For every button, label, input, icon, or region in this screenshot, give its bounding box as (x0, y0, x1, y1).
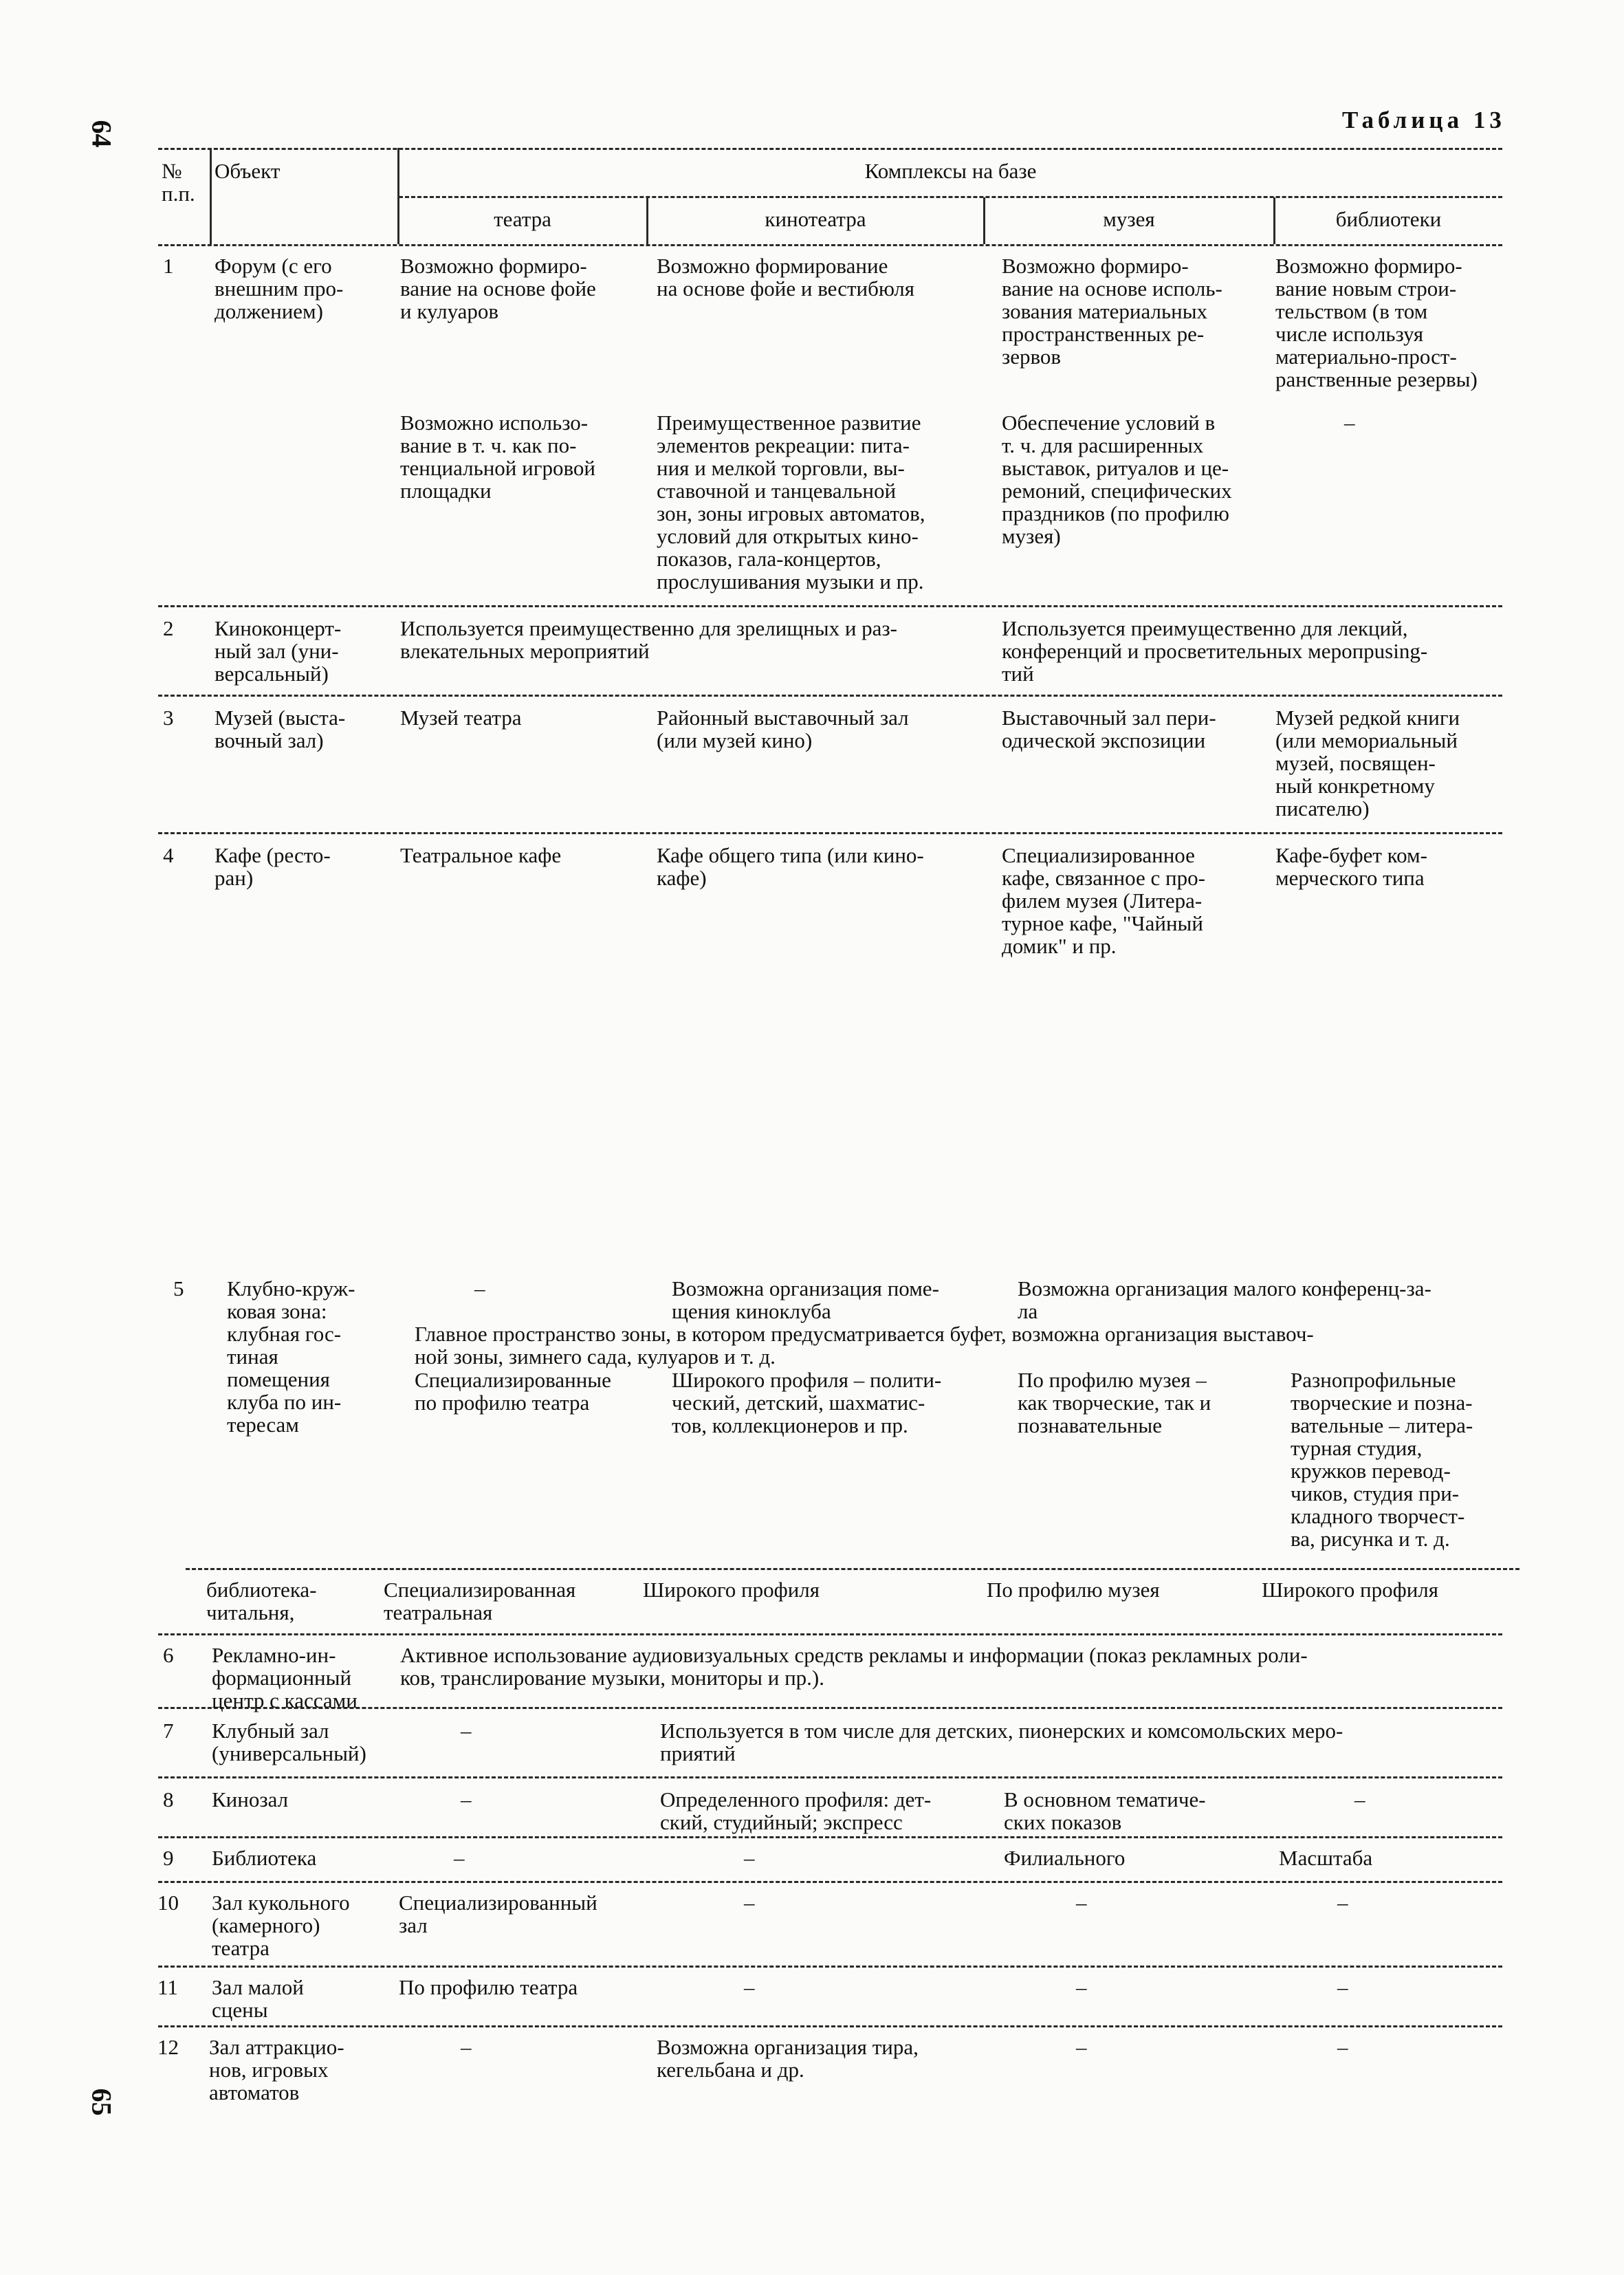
row3-library: Музей редкой книги (или мемориальный музей, посвящен- ный конкретному писателю) (1275, 706, 1460, 820)
row4-library: Кафе-буфет ком- мерческого типа (1275, 843, 1427, 890)
page-number-bottom: 65 (86, 2088, 118, 2116)
row5d-museum: По профилю музея (987, 1578, 1160, 1602)
row2-number: 2 (163, 616, 174, 640)
row10-theatre: Специализированный зал (399, 1891, 597, 1937)
rule-row4 (158, 832, 1502, 834)
row11-library: – (1337, 1975, 1348, 1999)
row5a-cinema: Возможна организация поме- щения киноклуба (672, 1276, 939, 1323)
row9-library: Масштаба (1279, 1846, 1373, 1870)
row1b-museum: Обеспечение условий в т. ч. для расширенных выставок, ритуалов и це- ремоний, специфических праздников (по профилю музея) (1002, 411, 1232, 548)
rule-row10 (158, 1881, 1502, 1883)
row7-number: 7 (163, 1719, 174, 1743)
header-object: Объект (215, 159, 281, 183)
row3-theatre: Музей театра (400, 706, 522, 730)
rule-row7 (158, 1707, 1502, 1709)
row1-object: Форум (с его внешним про- должением) (215, 254, 344, 323)
row12-museum: – (1076, 2035, 1087, 2059)
row10-museum: – (1076, 1891, 1087, 1915)
rule-row9 (158, 1836, 1502, 1838)
rule-row6 (158, 1633, 1502, 1635)
rule-header-bottom (158, 244, 1502, 246)
row1a-library: Возможно формиро- вание новым строи- тельством (в том числе используя материально-прост- ранственные резервы) (1275, 254, 1478, 391)
rule-row11 (158, 1966, 1502, 1968)
row9-cinema: – (744, 1846, 755, 1870)
row6-object: Рекламно-ин- формационный центр с кассами (212, 1643, 358, 1712)
header-group: Комплексы на базе (864, 159, 1037, 183)
row1b-library: – (1344, 411, 1355, 435)
row4-number: 4 (163, 843, 174, 867)
row5a-museum-library: Возможна организация малого конференц-за- ла (1018, 1276, 1431, 1323)
row2-object: Киноконцерт- ный зал (уни- версальный) (215, 616, 342, 686)
row11-number: 11 (157, 1975, 178, 1999)
row1b-cinema: Преимущественное развитие элементов рекреации: пита- ния и мелкой торговли, вы- ставочной и танцевальной зон, зоны игровых автоматов, условий для открытых кино- показов, гала-концертов, прослушивания музыки и пр. (657, 411, 925, 594)
rule-row5d (186, 1568, 1519, 1570)
row12-number: 12 (157, 2035, 179, 2059)
row12-theatre: – (461, 2035, 472, 2059)
row12-object: Зал аттракцио- нов, игровых автоматов (209, 2035, 344, 2104)
row5c-library: Разнопрофильные творческие и позна- вательные – литера- турная студия, кружков перевод- чиков, студия при- кладного творчест- ва, рисунка и т. д. (1291, 1368, 1473, 1551)
row8-library: – (1354, 1787, 1365, 1811)
header-col-cinema: кинотеатра (765, 207, 866, 231)
header-col-library: библиотеки (1335, 207, 1442, 231)
row3-museum: Выставочный зал пери- одической экспозиции (1002, 706, 1216, 752)
row7-span: Используется в том числе для детских, пионерских и комсомольских меро- приятий (660, 1719, 1343, 1765)
row6-span: Активное использование аудиовизуальных средств рекламы и информации (показ рекламных роли- ков, транслирование музыки, мониторы и пр.). (400, 1643, 1308, 1690)
header-col-museum: музея (1103, 207, 1155, 231)
row5a-theatre: – (474, 1276, 485, 1300)
row5-object: Клубно-круж- ковая зона: клубная гос- тиная помещения клуба по ин- тересам (227, 1276, 355, 1437)
rule-subheader (399, 196, 1502, 198)
row9-museum: Филиального (1004, 1846, 1126, 1870)
row4-theatre: Театральное кафе (400, 843, 562, 867)
row10-library: – (1337, 1891, 1348, 1915)
row3-number: 3 (163, 706, 174, 730)
row11-museum: – (1076, 1975, 1087, 1999)
row5c-cinema: Широкого профиля – полити- ческий, детский, шахматис- тов, коллекционеров и пр. (672, 1368, 942, 1437)
row3-object: Музей (выста- вочный зал) (215, 706, 346, 752)
row11-object: Зал малой сцены (212, 1975, 304, 2022)
row5d-library: Широкого профиля (1262, 1578, 1439, 1602)
row6-number: 6 (163, 1643, 174, 1667)
row4-museum: Специализированное кафе, связанное с про- филем музея (Литера- турное кафе, "Чайный домик" и пр. (1002, 843, 1205, 958)
rule-row2 (158, 605, 1502, 607)
row7-object: Клубный зал (универсальный) (212, 1719, 366, 1765)
header-col-theatre: театра (494, 207, 551, 231)
row4-object: Кафе (ресто- ран) (215, 843, 331, 890)
row10-object: Зал кукольного (камерного) театра (212, 1891, 350, 1960)
row5d-cinema: Широкого профиля (643, 1578, 820, 1602)
row5d-theatre: Специализированная театральная (384, 1578, 576, 1624)
row1a-museum: Возможно формиро- вание на основе исполь- зования материальных пространственных ре- зервов (1002, 254, 1222, 369)
rule-row3 (158, 695, 1502, 697)
row2-theatre-cinema: Используется преимущественно для зрелищных и раз- влекательных мероприятий (400, 616, 898, 663)
page-number-top: 64 (86, 120, 118, 148)
row5b-span: Главное пространство зоны, в котором предусматривается буфет, возможна организация выставоч- ной зоны, зимнего сада, кулуаров и т. д. (415, 1322, 1314, 1369)
row12-library: – (1337, 2035, 1348, 2059)
rule-row12 (158, 2025, 1502, 2027)
header-divider-1 (210, 148, 212, 244)
rule-row8 (158, 1776, 1502, 1778)
header-no: № п.п. (162, 159, 195, 206)
row8-cinema: Определенного профиля: дет- ский, студийный; экспресс (660, 1787, 932, 1834)
row1b-theatre: Возможно использо- вание в т. ч. как по- тенциальной игровой площадки (400, 411, 595, 503)
row11-cinema: – (744, 1975, 755, 1999)
row4-cinema: Кафе общего типа (или кино- кафе) (657, 843, 924, 890)
row12-cinema: Возможна организация тира, кегельбана и др. (657, 2035, 919, 2082)
row7-theatre: – (461, 1719, 472, 1743)
row3-cinema: Районный выставочный зал (или музей кино) (657, 706, 909, 752)
row1a-theatre: Возможно формиро- вание на основе фойе и кулуаров (400, 254, 596, 323)
row5d-object: библиотека- читальня, (206, 1578, 317, 1624)
row8-object: Кинозал (212, 1787, 289, 1811)
rule-top (158, 148, 1502, 150)
row1-number: 1 (163, 254, 174, 278)
row9-number: 9 (163, 1846, 174, 1870)
row11-theatre: По профилю театра (399, 1975, 578, 1999)
row8-number: 8 (163, 1787, 174, 1811)
table-caption: Таблица 13 (1342, 107, 1506, 133)
row10-number: 10 (157, 1891, 179, 1915)
row8-museum: В основном тематиче- ских показов (1004, 1787, 1206, 1834)
row9-theatre: – (454, 1846, 465, 1870)
row10-cinema: – (744, 1891, 755, 1915)
row5c-theatre: Специализированные по профилю театра (415, 1368, 611, 1415)
row5c-museum: По профилю музея – как творческие, так и познавательные (1018, 1368, 1211, 1437)
row8-theatre: – (461, 1787, 472, 1811)
row1a-cinema: Возможно формирование на основе фойе и вестибюля (657, 254, 914, 301)
row9-object: Библиотека (212, 1846, 317, 1870)
row5-number: 5 (173, 1276, 184, 1300)
row2-museum-library: Используется преимущественно для лекций, конференций и просветительных меропрusing- тий (1002, 616, 1428, 686)
